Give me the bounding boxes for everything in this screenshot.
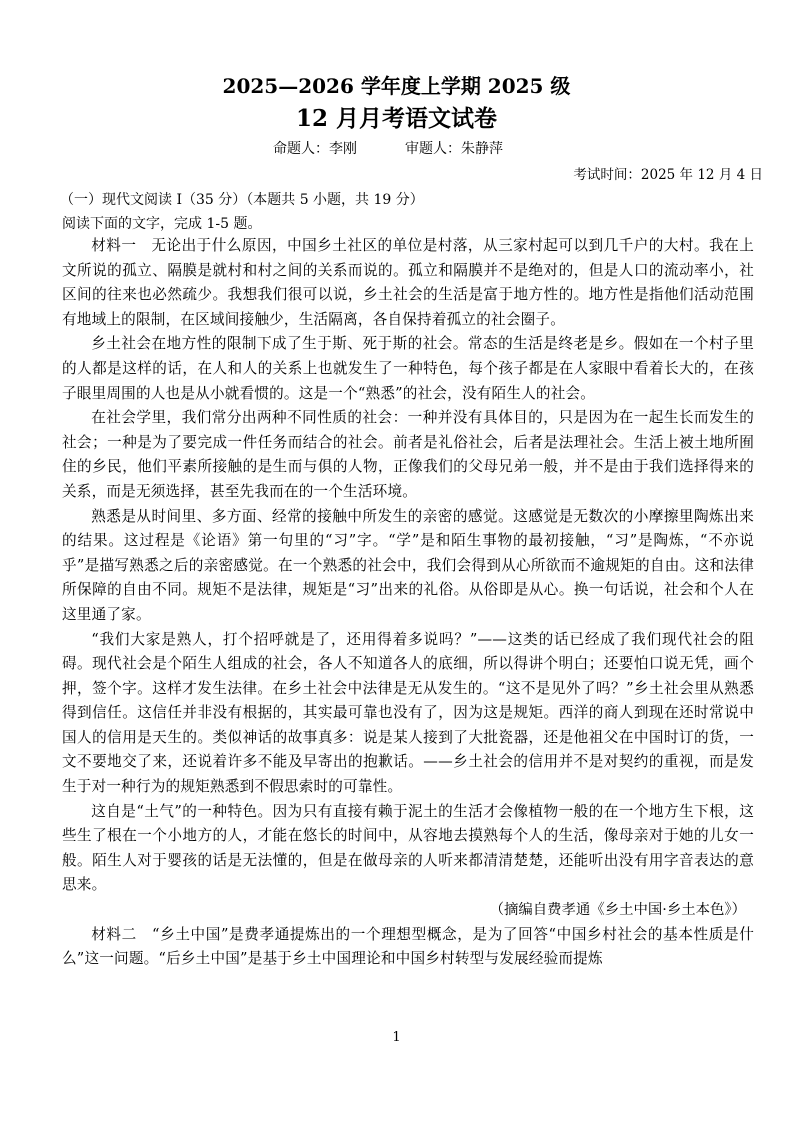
passage-paragraph: 这自是“土气”的一种特色。因为只有直接有赖于泥土的生活才会像植物一般的在一个地方生下根，这些生了根在一个小地方的人，才能在悠长的时间中，从容地去摸熟每个人的生活，像母亲对于她的儿女一般。陌生人对于婴孩的话是无法懂的，但是在做母亲的人听来都清清楚楚，还能听出没有用字音表达的意思来。 [62, 802, 754, 894]
reading-instruction: 阅读下面的文字，完成 1-5 题。 [62, 216, 262, 232]
passage-paragraph: “我们大家是熟人，打个招呼就是了，还用得着多说吗？”——这类的话已经成了我们现代社会的阻碍。现代社会是个陌生人组成的社会，各人不知道各人的底细，所以得讲个明白；还要怕口说无凭，画个押，签个字。这样才发生法律。在乡土社会中法律是无从发生的。“这不是见外了吗？”乡土社会里从熟悉得到信任。这信任并非没有根据的，其实最可靠也没有了，因为这是规矩。西洋的商人到现在还时常说中国人的信用是天生的。类似神话的故事真多：说是某人接到了大批瓷器，还是他祖父在中国时订的货，一文不要地交了来，还说着许多不能及早寄出的抱歉话。——乡土社会的信用并不是对契约的重视，而是发生于对一种行为的规矩熟悉到不假思索时的可靠性。 [62, 630, 754, 796]
material-two-paragraph: 材料二 “乡土中国”是费孝通提炼出的一个理想型概念，是为了回答“中国乡村社会的基本性质是什么”这一问题。“后乡土中国”是基于乡土中国理论和中国乡村转型与发展经验而提炼 [62, 925, 754, 968]
exam-title-line2: 12 月月考语文试卷 [295, 105, 497, 132]
source-citation: （摘编自费孝通《乡土中国·乡土本色》） [489, 902, 746, 919]
question-setter: 命题人：李刚 [273, 141, 357, 157]
passage-paragraph: 材料一 无论出于什么原因，中国乡土社区的单位是村落，从三家村起可以到几千户的大村。我在上文所说的孤立、隔膜是就村和村之间的关系而说的。孤立和隔膜并不是绝对的，但是人口的流动率小，社区间的往来也必然疏少。我想我们很可以说，乡土社会的生活是富于地方性的。地方性是指他们活动范围有地域上的限制，在区域间接触少，生活隔离，各自保持着孤立的社会圈子。 [62, 237, 754, 328]
section-heading: （一）现代文阅读 I（35 分）（本题共 5 小题，共 19 分） [60, 192, 424, 208]
exam-title-line1: 2025—2026 学年度上学期 2025 级 [222, 74, 571, 98]
reviewer: 审题人：朱静萍 [405, 141, 503, 157]
passage-paragraph: 乡土社会在地方性的限制下成了生于斯、死于斯的社会。常态的生活是终老是乡。假如在一个村子里的人都是这样的话，在人和人的关系上也就发生了一种特色，每个孩子都是在人家眼中看着长大的，在孩子眼里周围的人也是从小就看惯的。这是一个“熟悉”的社会，没有陌生人的社会。 [62, 335, 754, 402]
passage-paragraph: 熟悉是从时间里、多方面、经常的接触中所发生的亲密的感觉。这感觉是无数次的小摩擦里陶炼出来的结果。这过程是《论语》第一句里的“习”字。“学”是和陌生事物的最初接触，“习”是陶炼，“不亦说乎”是描写熟悉之后的亲密感觉。在一个熟悉的社会中，我们会得到从心所欲而不逾规矩的自由。这和法律所保障的自由不同。规矩不是法律，规矩是“习”出来的礼俗。从俗即是从心。换一句话说，社会和个人在这里通了家。 [62, 507, 754, 623]
exam-time: 考试时间：2025 年 12 月 4 日 [573, 167, 763, 183]
author-line [273, 138, 503, 158]
reading-passage [62, 234, 754, 972]
passage-paragraph: 在社会学里，我们常分出两种不同性质的社会：一种并没有具体目的，只是因为在一起生长而发生的社会；一种是为了要完成一件任务而结合的社会。前者是礼俗社会，后者是法理社会。生活上被土地所囿住的乡民，他们平素所接触的是生而与俱的人物，正像我们的父母兄弟一般，并不是由于我们选择得来的关系，而是无须选择，甚至先我而在的一个生活环境。 [62, 409, 754, 500]
page-number: 1 [392, 1030, 401, 1045]
